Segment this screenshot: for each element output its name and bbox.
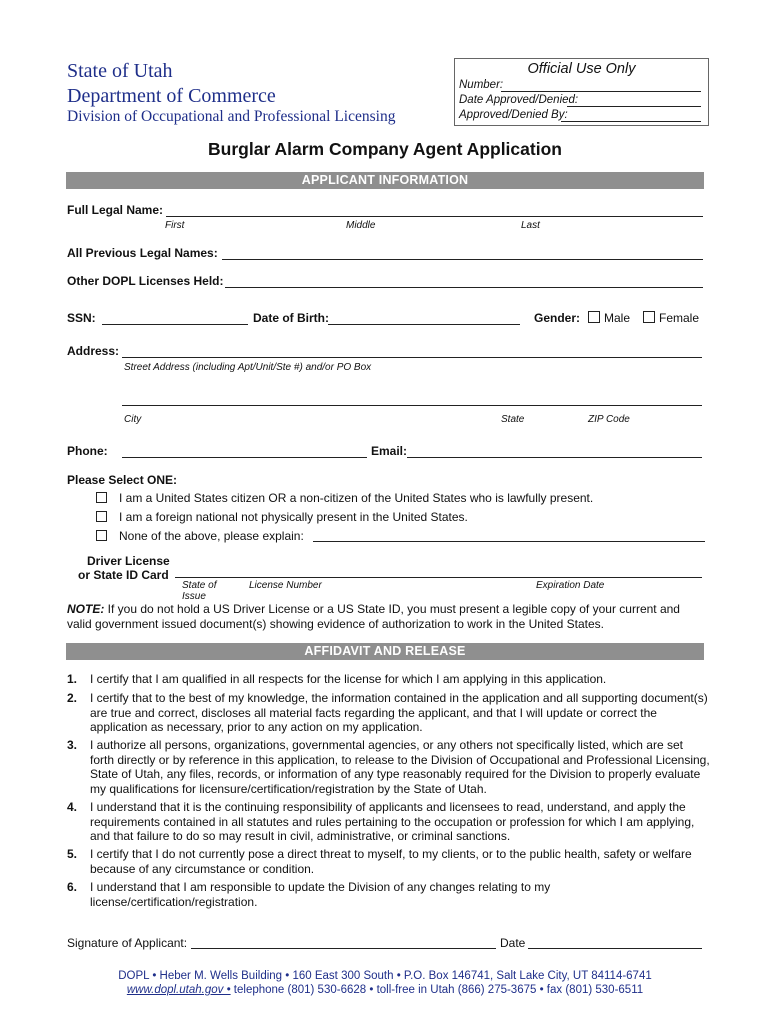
affidavit-item-1-text: I certify that I am qualified in all respects for the license for which I am applying in this application.	[90, 672, 607, 686]
official-date-label: Date Approved/Denied:	[459, 94, 579, 106]
affidavit-item-3-text: I authorize all persons, organizations, governmental agencies, or any others not specifically listed, which are set forth directly or by reference in this application, to release to the Division of Occupational and Professional Licensing, State of Utah, any files, records, or information of any type reasonably required for the Division to properly evaluate my qualifications for licensure/certification/registration by the State of Utah.	[90, 738, 710, 796]
affidavit-item-2-number: 2.	[67, 691, 78, 705]
previous-names-field[interactable]	[222, 259, 703, 260]
full-legal-name-field[interactable]	[166, 216, 703, 217]
note-text: If you do not hold a US Driver License or a US State ID, you must present a legible copy of your current and valid government issued document(s) showing evidence of authorization to work in the United States.	[67, 602, 680, 631]
none-option: None of the above, please explain:	[119, 529, 304, 543]
website-link[interactable]: www.dopl.utah.gov •	[126, 984, 231, 996]
affidavit-item-5-number: 5.	[67, 847, 78, 861]
foreign-national-checkbox[interactable]	[96, 511, 107, 522]
other-licenses-label: Other DOPL Licenses Held:	[67, 274, 224, 288]
foreign-national-option: I am a foreign national not physically present in the United States.	[119, 510, 468, 524]
city-hint: City	[124, 414, 142, 425]
gender-label: Gender:	[534, 311, 581, 325]
license-number-hint: License Number	[249, 580, 322, 591]
email-label: Email:	[371, 444, 408, 458]
middle-name-hint: Middle	[346, 220, 376, 231]
citizen-checkbox[interactable]	[96, 492, 107, 503]
signature-date-field[interactable]	[528, 948, 702, 949]
state-name: State of Utah	[67, 60, 173, 82]
citizen-option: I am a United States citizen OR a non-citizen of the United States who is lawfully present.	[119, 491, 594, 505]
street-address-field[interactable]	[122, 357, 702, 358]
none-checkbox[interactable]	[96, 530, 107, 541]
official-number-label: Number:	[459, 79, 504, 91]
official-approver-label: Approved/Denied By:	[459, 109, 568, 121]
select-one-label: Please Select ONE:	[67, 473, 178, 487]
dob-label: Date of Birth:	[253, 311, 329, 325]
note-paragraph	[67, 602, 707, 631]
full-legal-name-label: Full Legal Name:	[67, 203, 164, 217]
address-label: Address:	[67, 344, 120, 358]
affidavit-item-6-text: I understand that I am responsible to update the Division of any changes relating to my license/certification/registration.	[90, 880, 551, 909]
other-licenses-field[interactable]	[225, 287, 703, 288]
expiration-date-hint: Expiration Date	[536, 580, 605, 591]
affidavit-item-3-number: 3.	[67, 738, 78, 752]
form-title: Burglar Alarm Company Agent Application	[208, 139, 562, 159]
division-name: Division of Occupational and Professional Licensing	[67, 108, 396, 125]
affidavit-item-2-text: I certify that to the best of my knowledge, the information contained in the application and all supporting document(s) are true and correct, discloses all material facts regarding the applicant, and that I will update or correct the application as necessary, prior to any action on my application.	[90, 691, 708, 734]
note-label: NOTE:	[67, 602, 105, 616]
phone-field[interactable]	[122, 457, 367, 458]
footer-contact	[0, 984, 770, 996]
affidavit-item-1-number: 1.	[67, 672, 78, 686]
official-use-title: Official Use Only	[527, 61, 636, 77]
street-address-hint: Street Address (including Apt/Unit/Ste #) and/or PO Box	[124, 362, 372, 373]
driver-license-label: Driver License	[87, 554, 170, 568]
city-state-zip-field[interactable]	[122, 405, 702, 406]
zip-hint: ZIP Code	[588, 414, 630, 425]
ssn-field[interactable]	[102, 324, 248, 325]
state-hint: State	[501, 414, 525, 425]
affidavit-item-4-number: 4.	[67, 800, 78, 814]
female-label: Female	[659, 311, 700, 325]
state-of-issue-hint-1: State of	[182, 580, 217, 591]
footer-phone-numbers: telephone (801) 530-6628 • toll-free in Utah (866) 275-3675 • fax (801) 530-6511	[230, 984, 644, 996]
dob-field[interactable]	[328, 324, 520, 325]
official-approver-line	[561, 121, 701, 122]
driver-license-field[interactable]	[175, 577, 702, 578]
last-name-hint: Last	[521, 220, 540, 231]
official-date-line	[567, 106, 701, 107]
affidavit-item-5-text: I certify that I do not currently pose a direct threat to myself, to my clients, or to the public health, safety or welfare because of any circumstance or condition.	[90, 847, 692, 876]
previous-names-label: All Previous Legal Names:	[67, 246, 218, 260]
male-label: Male	[604, 311, 631, 325]
signature-label: Signature of Applicant:	[67, 936, 188, 950]
email-field[interactable]	[407, 457, 702, 458]
state-id-label: or State ID Card	[78, 568, 169, 582]
department-name: Department of Commerce	[67, 85, 276, 107]
explain-field[interactable]	[313, 541, 705, 542]
state-of-issue-hint-2: Issue	[182, 591, 206, 602]
female-checkbox[interactable]	[643, 311, 655, 323]
first-name-hint: First	[165, 220, 185, 231]
signature-date-label: Date	[500, 936, 526, 950]
signature-field[interactable]	[191, 948, 496, 949]
footer-address: DOPL • Heber M. Wells Building • 160 East 300 South • P.O. Box 146741, Salt Lake City, UT 84114-6741	[118, 970, 652, 982]
official-number-line	[501, 91, 701, 92]
applicant-section-heading: APPLICANT INFORMATION	[66, 172, 704, 189]
ssn-label: SSN:	[67, 311, 96, 325]
official-use-box	[454, 58, 709, 126]
affidavit-item-6-number: 6.	[67, 880, 78, 894]
affidavit-item-4-text: I understand that it is the continuing responsibility of applicants and licensees to read, understand, and apply the requirements contained in all statutes and rules pertaining to the occupation or profession for which I am applying, and that failure to do so may result in civil, administrative, or criminal sanctions.	[90, 800, 695, 843]
male-checkbox[interactable]	[588, 311, 600, 323]
affidavit-section-heading: AFFIDAVIT AND RELEASE	[66, 643, 704, 660]
phone-label: Phone:	[67, 444, 108, 458]
